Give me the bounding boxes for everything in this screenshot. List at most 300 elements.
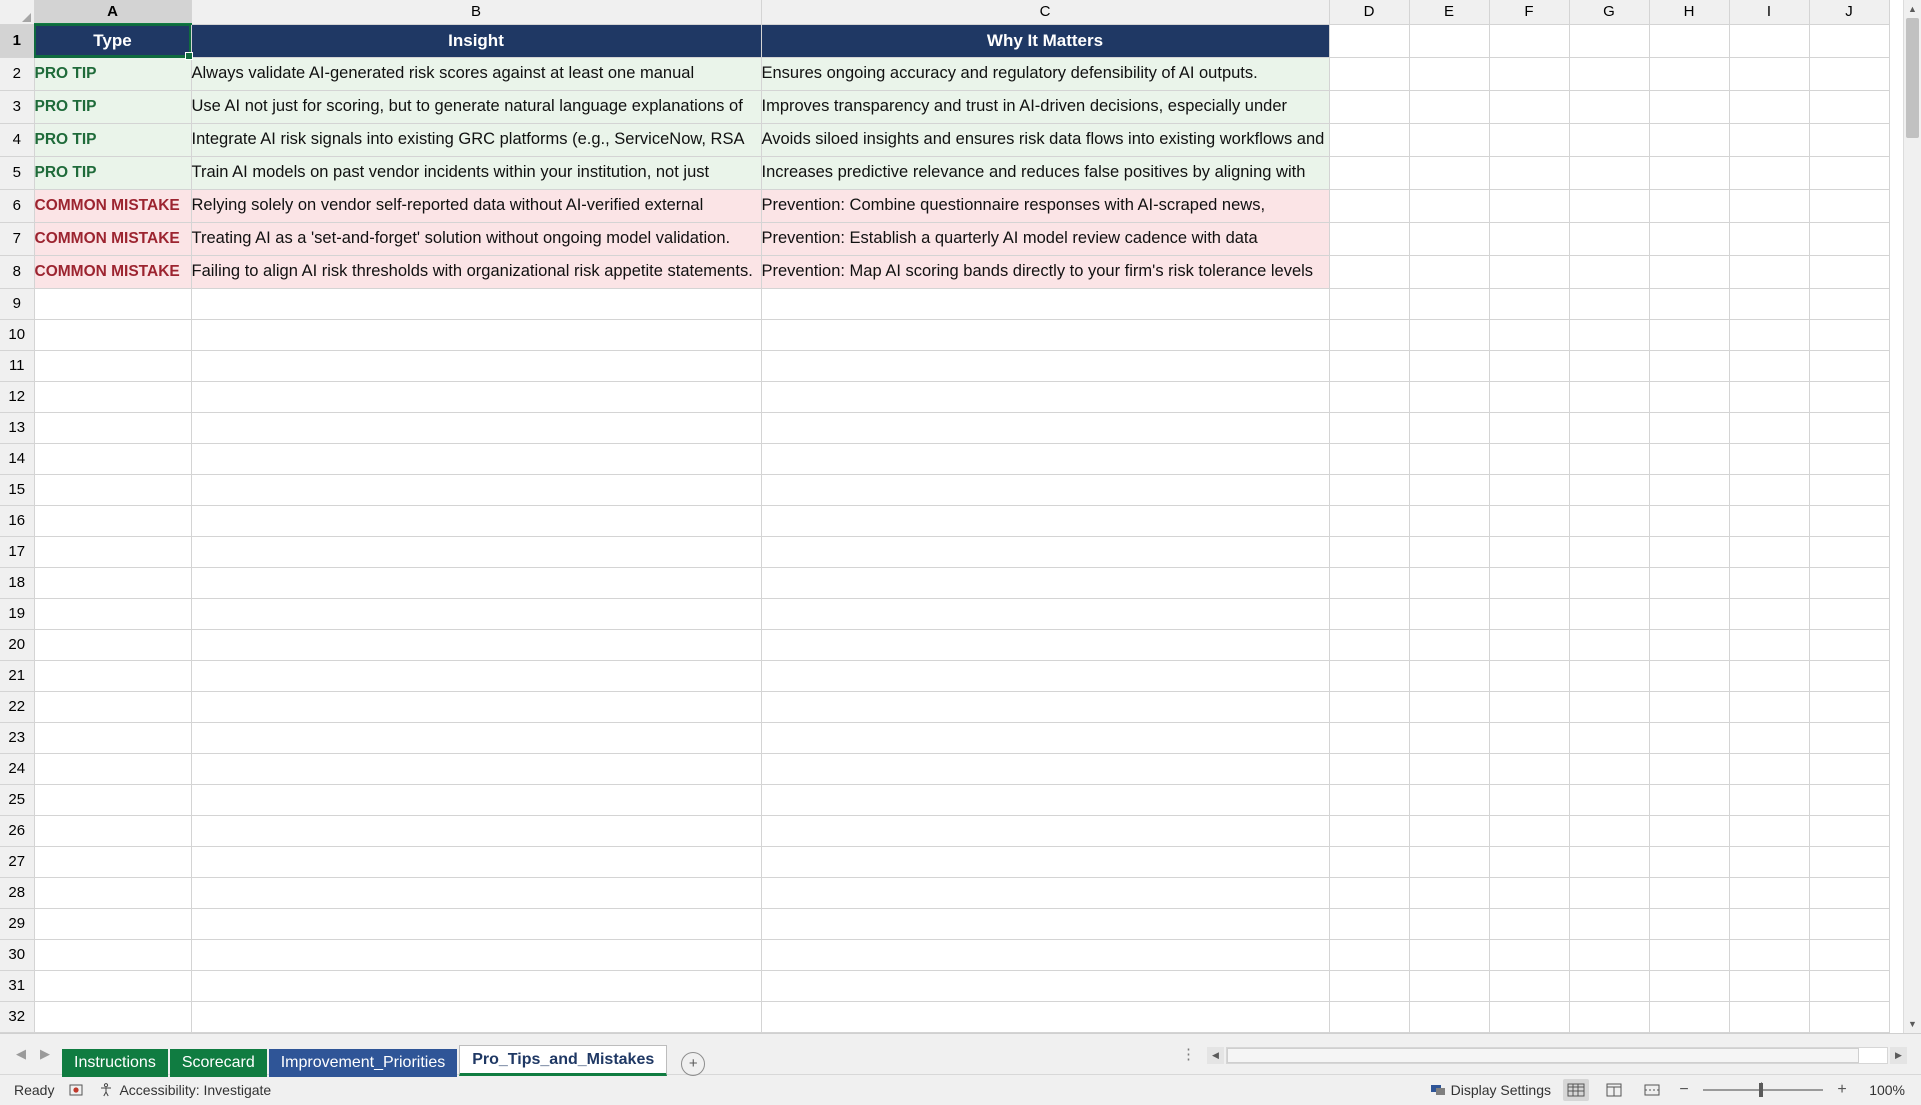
table-row[interactable]: [0, 156, 1889, 189]
cell-j3[interactable]: [1809, 90, 1889, 123]
page-break-preview-button[interactable]: [1639, 1079, 1665, 1101]
cell-g16[interactable]: [1569, 505, 1649, 536]
column-header-g[interactable]: G: [1569, 0, 1649, 24]
cell-a2[interactable]: PRO TIP: [34, 57, 191, 90]
cell-b23[interactable]: [191, 722, 761, 753]
cell-j9[interactable]: [1809, 288, 1889, 319]
cell-d9[interactable]: [1329, 288, 1409, 319]
cell-b17[interactable]: [191, 536, 761, 567]
cell-i23[interactable]: [1729, 722, 1809, 753]
row-header-10[interactable]: 10: [0, 319, 34, 350]
cell-h7[interactable]: [1649, 222, 1729, 255]
cell-i12[interactable]: [1729, 381, 1809, 412]
cell-c5[interactable]: Increases predictive relevance and reduces false positives by aligning with: [761, 156, 1329, 189]
row-header-17[interactable]: 17: [0, 536, 34, 567]
cell-f18[interactable]: [1489, 567, 1569, 598]
table-row[interactable]: [0, 939, 1889, 970]
add-sheet-button[interactable]: +: [681, 1052, 705, 1076]
cell-i1[interactable]: [1729, 24, 1809, 57]
cell-e9[interactable]: [1409, 288, 1489, 319]
cell-i8[interactable]: [1729, 255, 1809, 288]
cell-f28[interactable]: [1489, 877, 1569, 908]
cell-g1[interactable]: [1569, 24, 1649, 57]
cell-b24[interactable]: [191, 753, 761, 784]
cell-e3[interactable]: [1409, 90, 1489, 123]
cell-j11[interactable]: [1809, 350, 1889, 381]
cell-i16[interactable]: [1729, 505, 1809, 536]
cell-a22[interactable]: [34, 691, 191, 722]
table-row[interactable]: [0, 908, 1889, 939]
sheet-tab-scorecard[interactable]: Scorecard: [170, 1049, 267, 1077]
cell-i5[interactable]: [1729, 156, 1809, 189]
cell-f15[interactable]: [1489, 474, 1569, 505]
zoom-in-button[interactable]: +: [1837, 1080, 1847, 1098]
cell-a20[interactable]: [34, 629, 191, 660]
cell-f13[interactable]: [1489, 412, 1569, 443]
cell-i24[interactable]: [1729, 753, 1809, 784]
cell-e25[interactable]: [1409, 784, 1489, 815]
cell-e20[interactable]: [1409, 629, 1489, 660]
cell-f32[interactable]: [1489, 1001, 1569, 1032]
cell-f27[interactable]: [1489, 846, 1569, 877]
cell-i14[interactable]: [1729, 443, 1809, 474]
row-header-12[interactable]: 12: [0, 381, 34, 412]
column-header-a[interactable]: A: [34, 0, 191, 24]
cell-d20[interactable]: [1329, 629, 1409, 660]
cell-h22[interactable]: [1649, 691, 1729, 722]
row-header-23[interactable]: 23: [0, 722, 34, 753]
cell-f8[interactable]: [1489, 255, 1569, 288]
cell-h30[interactable]: [1649, 939, 1729, 970]
first-sheet-arrow-icon[interactable]: ◀: [16, 1045, 26, 1061]
cell-d23[interactable]: [1329, 722, 1409, 753]
cell-f9[interactable]: [1489, 288, 1569, 319]
cell-c21[interactable]: [761, 660, 1329, 691]
cell-d10[interactable]: [1329, 319, 1409, 350]
cell-h18[interactable]: [1649, 567, 1729, 598]
cell-c8[interactable]: Prevention: Map AI scoring bands directly to your firm's risk tolerance levels: [761, 255, 1329, 288]
cell-g4[interactable]: [1569, 123, 1649, 156]
cell-j10[interactable]: [1809, 319, 1889, 350]
cell-e24[interactable]: [1409, 753, 1489, 784]
cell-h17[interactable]: [1649, 536, 1729, 567]
row-header-9[interactable]: 9: [0, 288, 34, 319]
cell-d29[interactable]: [1329, 908, 1409, 939]
cell-i19[interactable]: [1729, 598, 1809, 629]
row-header-29[interactable]: 29: [0, 908, 34, 939]
cell-g30[interactable]: [1569, 939, 1649, 970]
cell-j4[interactable]: [1809, 123, 1889, 156]
cell-c11[interactable]: [761, 350, 1329, 381]
cell-b9[interactable]: [191, 288, 761, 319]
cell-h20[interactable]: [1649, 629, 1729, 660]
table-row[interactable]: [0, 350, 1889, 381]
cell-c27[interactable]: [761, 846, 1329, 877]
cell-d11[interactable]: [1329, 350, 1409, 381]
cell-b10[interactable]: [191, 319, 761, 350]
cell-h24[interactable]: [1649, 753, 1729, 784]
cell-d32[interactable]: [1329, 1001, 1409, 1032]
cell-d27[interactable]: [1329, 846, 1409, 877]
cell-f29[interactable]: [1489, 908, 1569, 939]
cell-c2[interactable]: Ensures ongoing accuracy and regulatory defensibility of AI outputs.: [761, 57, 1329, 90]
sheet-tab-pro-tips-and-mistakes[interactable]: Pro_Tips_and_Mistakes: [459, 1045, 667, 1076]
cell-c25[interactable]: [761, 784, 1329, 815]
scroll-right-arrow-icon[interactable]: ▶: [1890, 1047, 1907, 1064]
cell-j13[interactable]: [1809, 412, 1889, 443]
cell-e10[interactable]: [1409, 319, 1489, 350]
row-header-8[interactable]: 8: [0, 255, 34, 288]
cell-e7[interactable]: [1409, 222, 1489, 255]
cell-e16[interactable]: [1409, 505, 1489, 536]
cell-d24[interactable]: [1329, 753, 1409, 784]
column-header-row[interactable]: [0, 0, 1889, 24]
last-sheet-arrow-icon[interactable]: ▶: [40, 1045, 50, 1061]
cell-f6[interactable]: [1489, 189, 1569, 222]
cell-g13[interactable]: [1569, 412, 1649, 443]
cell-a6[interactable]: COMMON MISTAKE: [34, 189, 191, 222]
cell-f1[interactable]: [1489, 24, 1569, 57]
cell-a21[interactable]: [34, 660, 191, 691]
cell-d13[interactable]: [1329, 412, 1409, 443]
cell-c16[interactable]: [761, 505, 1329, 536]
cell-d2[interactable]: [1329, 57, 1409, 90]
cell-f11[interactable]: [1489, 350, 1569, 381]
cell-a19[interactable]: [34, 598, 191, 629]
cell-h6[interactable]: [1649, 189, 1729, 222]
cell-c30[interactable]: [761, 939, 1329, 970]
cell-h2[interactable]: [1649, 57, 1729, 90]
cell-a24[interactable]: [34, 753, 191, 784]
row-header-27[interactable]: 27: [0, 846, 34, 877]
cell-g7[interactable]: [1569, 222, 1649, 255]
row-header-15[interactable]: 15: [0, 474, 34, 505]
cell-h13[interactable]: [1649, 412, 1729, 443]
table-row[interactable]: [0, 753, 1889, 784]
cell-j24[interactable]: [1809, 753, 1889, 784]
cell-g26[interactable]: [1569, 815, 1649, 846]
table-row[interactable]: [0, 536, 1889, 567]
cell-b11[interactable]: [191, 350, 761, 381]
cell-a31[interactable]: [34, 970, 191, 1001]
cell-i29[interactable]: [1729, 908, 1809, 939]
row-header-21[interactable]: 21: [0, 660, 34, 691]
row-header-20[interactable]: 20: [0, 629, 34, 660]
cell-g11[interactable]: [1569, 350, 1649, 381]
cell-f2[interactable]: [1489, 57, 1569, 90]
sheet-tab-bar[interactable]: [0, 1033, 1921, 1074]
cell-j21[interactable]: [1809, 660, 1889, 691]
cell-c1[interactable]: Why It Matters: [761, 24, 1329, 57]
sheet-tab-improvement-priorities[interactable]: Improvement_Priorities: [269, 1049, 458, 1077]
row-header-30[interactable]: 30: [0, 939, 34, 970]
row-header-25[interactable]: 25: [0, 784, 34, 815]
cell-e1[interactable]: [1409, 24, 1489, 57]
table-row[interactable]: [0, 815, 1889, 846]
table-row[interactable]: [0, 255, 1889, 288]
cell-i31[interactable]: [1729, 970, 1809, 1001]
cell-a27[interactable]: [34, 846, 191, 877]
row-header-13[interactable]: 13: [0, 412, 34, 443]
cell-a8[interactable]: COMMON MISTAKE: [34, 255, 191, 288]
cell-c10[interactable]: [761, 319, 1329, 350]
cell-f25[interactable]: [1489, 784, 1569, 815]
cell-d30[interactable]: [1329, 939, 1409, 970]
cell-g29[interactable]: [1569, 908, 1649, 939]
table-row[interactable]: [0, 189, 1889, 222]
cell-i10[interactable]: [1729, 319, 1809, 350]
table-row[interactable]: [0, 567, 1889, 598]
cell-d21[interactable]: [1329, 660, 1409, 691]
cell-f30[interactable]: [1489, 939, 1569, 970]
table-row[interactable]: [0, 629, 1889, 660]
cell-i21[interactable]: [1729, 660, 1809, 691]
cell-f19[interactable]: [1489, 598, 1569, 629]
row-header-2[interactable]: 2: [0, 57, 34, 90]
zoom-knob[interactable]: [1759, 1083, 1763, 1097]
cell-b27[interactable]: [191, 846, 761, 877]
cell-e13[interactable]: [1409, 412, 1489, 443]
cell-h31[interactable]: [1649, 970, 1729, 1001]
cell-f23[interactable]: [1489, 722, 1569, 753]
accessibility-status[interactable]: [98, 1082, 271, 1098]
sheet-tab-instructions[interactable]: Instructions: [62, 1049, 168, 1077]
cell-d6[interactable]: [1329, 189, 1409, 222]
cell-c17[interactable]: [761, 536, 1329, 567]
horizontal-scroll-track[interactable]: [1226, 1047, 1888, 1064]
cell-i11[interactable]: [1729, 350, 1809, 381]
horizontal-scroll-thumb[interactable]: [1227, 1048, 1859, 1063]
cell-f5[interactable]: [1489, 156, 1569, 189]
row-header-1[interactable]: 1: [0, 24, 34, 57]
horizontal-scrollbar[interactable]: [1207, 1047, 1907, 1064]
cell-j27[interactable]: [1809, 846, 1889, 877]
cell-j29[interactable]: [1809, 908, 1889, 939]
cell-g25[interactable]: [1569, 784, 1649, 815]
cell-b12[interactable]: [191, 381, 761, 412]
cell-j8[interactable]: [1809, 255, 1889, 288]
cell-j20[interactable]: [1809, 629, 1889, 660]
sheet-nav-arrows[interactable]: [0, 1046, 62, 1062]
cell-c14[interactable]: [761, 443, 1329, 474]
cell-f17[interactable]: [1489, 536, 1569, 567]
cell-a16[interactable]: [34, 505, 191, 536]
table-row[interactable]: [0, 443, 1889, 474]
cell-j15[interactable]: [1809, 474, 1889, 505]
cell-d4[interactable]: [1329, 123, 1409, 156]
cell-h27[interactable]: [1649, 846, 1729, 877]
cell-h14[interactable]: [1649, 443, 1729, 474]
cell-c24[interactable]: [761, 753, 1329, 784]
cell-a26[interactable]: [34, 815, 191, 846]
cell-g5[interactable]: [1569, 156, 1649, 189]
table-row[interactable]: [0, 660, 1889, 691]
vertical-scrollbar[interactable]: [1903, 0, 1921, 1033]
cell-i13[interactable]: [1729, 412, 1809, 443]
scroll-left-arrow-icon[interactable]: ◀: [1207, 1047, 1224, 1064]
scroll-down-arrow-icon[interactable]: ▼: [1904, 1016, 1921, 1033]
cell-d14[interactable]: [1329, 443, 1409, 474]
table-row[interactable]: [0, 691, 1889, 722]
cell-g20[interactable]: [1569, 629, 1649, 660]
cell-i17[interactable]: [1729, 536, 1809, 567]
scroll-up-arrow-icon[interactable]: ▲: [1904, 0, 1921, 17]
cell-g8[interactable]: [1569, 255, 1649, 288]
cell-a1[interactable]: Type: [34, 24, 191, 57]
cell-g31[interactable]: [1569, 970, 1649, 1001]
cell-g24[interactable]: [1569, 753, 1649, 784]
normal-view-button[interactable]: [1563, 1079, 1589, 1101]
cell-d12[interactable]: [1329, 381, 1409, 412]
cell-c19[interactable]: [761, 598, 1329, 629]
zoom-slider[interactable]: [1703, 1082, 1823, 1098]
cell-g12[interactable]: [1569, 381, 1649, 412]
cell-a32[interactable]: [34, 1001, 191, 1032]
cell-g21[interactable]: [1569, 660, 1649, 691]
cell-i18[interactable]: [1729, 567, 1809, 598]
cell-a5[interactable]: PRO TIP: [34, 156, 191, 189]
cell-d19[interactable]: [1329, 598, 1409, 629]
cell-g9[interactable]: [1569, 288, 1649, 319]
cell-c9[interactable]: [761, 288, 1329, 319]
cell-h8[interactable]: [1649, 255, 1729, 288]
cell-b31[interactable]: [191, 970, 761, 1001]
cell-g10[interactable]: [1569, 319, 1649, 350]
table-row[interactable]: [0, 474, 1889, 505]
cell-h28[interactable]: [1649, 877, 1729, 908]
cell-j19[interactable]: [1809, 598, 1889, 629]
cell-b13[interactable]: [191, 412, 761, 443]
cell-i27[interactable]: [1729, 846, 1809, 877]
cell-d1[interactable]: [1329, 24, 1409, 57]
cell-h26[interactable]: [1649, 815, 1729, 846]
cell-g2[interactable]: [1569, 57, 1649, 90]
cell-c15[interactable]: [761, 474, 1329, 505]
vertical-scroll-thumb[interactable]: [1906, 18, 1919, 138]
table-row[interactable]: [0, 970, 1889, 1001]
cell-c18[interactable]: [761, 567, 1329, 598]
cell-h21[interactable]: [1649, 660, 1729, 691]
row-header-7[interactable]: 7: [0, 222, 34, 255]
cell-b14[interactable]: [191, 443, 761, 474]
cell-e29[interactable]: [1409, 908, 1489, 939]
cell-g18[interactable]: [1569, 567, 1649, 598]
column-header-j[interactable]: J: [1809, 0, 1889, 24]
cell-j1[interactable]: [1809, 24, 1889, 57]
cell-i9[interactable]: [1729, 288, 1809, 319]
table-row[interactable]: [0, 598, 1889, 629]
cell-b8[interactable]: Failing to align AI risk thresholds with organizational risk appetite statements.: [191, 255, 761, 288]
cell-h19[interactable]: [1649, 598, 1729, 629]
cell-f16[interactable]: [1489, 505, 1569, 536]
cell-b32[interactable]: [191, 1001, 761, 1032]
cell-h29[interactable]: [1649, 908, 1729, 939]
cell-h16[interactable]: [1649, 505, 1729, 536]
row-header-22[interactable]: 22: [0, 691, 34, 722]
cell-j5[interactable]: [1809, 156, 1889, 189]
cell-d7[interactable]: [1329, 222, 1409, 255]
cell-h11[interactable]: [1649, 350, 1729, 381]
cell-a9[interactable]: [34, 288, 191, 319]
table-row[interactable]: [0, 381, 1889, 412]
cell-c31[interactable]: [761, 970, 1329, 1001]
cell-g15[interactable]: [1569, 474, 1649, 505]
cell-e31[interactable]: [1409, 970, 1489, 1001]
table-row[interactable]: [0, 784, 1889, 815]
cell-a13[interactable]: [34, 412, 191, 443]
cell-b20[interactable]: [191, 629, 761, 660]
cell-f26[interactable]: [1489, 815, 1569, 846]
cell-j23[interactable]: [1809, 722, 1889, 753]
cell-f4[interactable]: [1489, 123, 1569, 156]
cell-e19[interactable]: [1409, 598, 1489, 629]
table-row[interactable]: [0, 846, 1889, 877]
cell-a30[interactable]: [34, 939, 191, 970]
cell-g22[interactable]: [1569, 691, 1649, 722]
table-row[interactable]: [0, 1001, 1889, 1032]
cell-f22[interactable]: [1489, 691, 1569, 722]
cell-e30[interactable]: [1409, 939, 1489, 970]
cell-a18[interactable]: [34, 567, 191, 598]
cell-c7[interactable]: Prevention: Establish a quarterly AI model review cadence with data: [761, 222, 1329, 255]
cell-d16[interactable]: [1329, 505, 1409, 536]
cell-e2[interactable]: [1409, 57, 1489, 90]
display-settings-button[interactable]: [1430, 1082, 1551, 1098]
column-header-c[interactable]: C: [761, 0, 1329, 24]
cell-b22[interactable]: [191, 691, 761, 722]
cell-a7[interactable]: COMMON MISTAKE: [34, 222, 191, 255]
cell-i25[interactable]: [1729, 784, 1809, 815]
cell-f12[interactable]: [1489, 381, 1569, 412]
column-header-f[interactable]: F: [1489, 0, 1569, 24]
cell-g17[interactable]: [1569, 536, 1649, 567]
cell-b25[interactable]: [191, 784, 761, 815]
cell-j18[interactable]: [1809, 567, 1889, 598]
column-header-e[interactable]: E: [1409, 0, 1489, 24]
cell-e4[interactable]: [1409, 123, 1489, 156]
cell-f20[interactable]: [1489, 629, 1569, 660]
cell-e18[interactable]: [1409, 567, 1489, 598]
row-header-32[interactable]: 32: [0, 1001, 34, 1032]
cell-b6[interactable]: Relying solely on vendor self-reported data without AI-verified external: [191, 189, 761, 222]
cell-b21[interactable]: [191, 660, 761, 691]
cell-j6[interactable]: [1809, 189, 1889, 222]
cell-e26[interactable]: [1409, 815, 1489, 846]
cell-j28[interactable]: [1809, 877, 1889, 908]
cell-g27[interactable]: [1569, 846, 1649, 877]
cell-g23[interactable]: [1569, 722, 1649, 753]
row-header-6[interactable]: 6: [0, 189, 34, 222]
cell-a3[interactable]: PRO TIP: [34, 90, 191, 123]
cell-c6[interactable]: Prevention: Combine questionnaire responses with AI-scraped news,: [761, 189, 1329, 222]
table-row[interactable]: [0, 412, 1889, 443]
cell-j2[interactable]: [1809, 57, 1889, 90]
cell-f31[interactable]: [1489, 970, 1569, 1001]
zoom-percentage[interactable]: 100%: [1869, 1081, 1905, 1098]
cell-b19[interactable]: [191, 598, 761, 629]
cell-j12[interactable]: [1809, 381, 1889, 412]
table-row[interactable]: [0, 24, 1889, 57]
zoom-out-button[interactable]: −: [1679, 1080, 1689, 1098]
cell-c13[interactable]: [761, 412, 1329, 443]
cell-e6[interactable]: [1409, 189, 1489, 222]
cell-b26[interactable]: [191, 815, 761, 846]
cell-d3[interactable]: [1329, 90, 1409, 123]
cell-i26[interactable]: [1729, 815, 1809, 846]
cell-e14[interactable]: [1409, 443, 1489, 474]
row-header-24[interactable]: 24: [0, 753, 34, 784]
cell-c28[interactable]: [761, 877, 1329, 908]
